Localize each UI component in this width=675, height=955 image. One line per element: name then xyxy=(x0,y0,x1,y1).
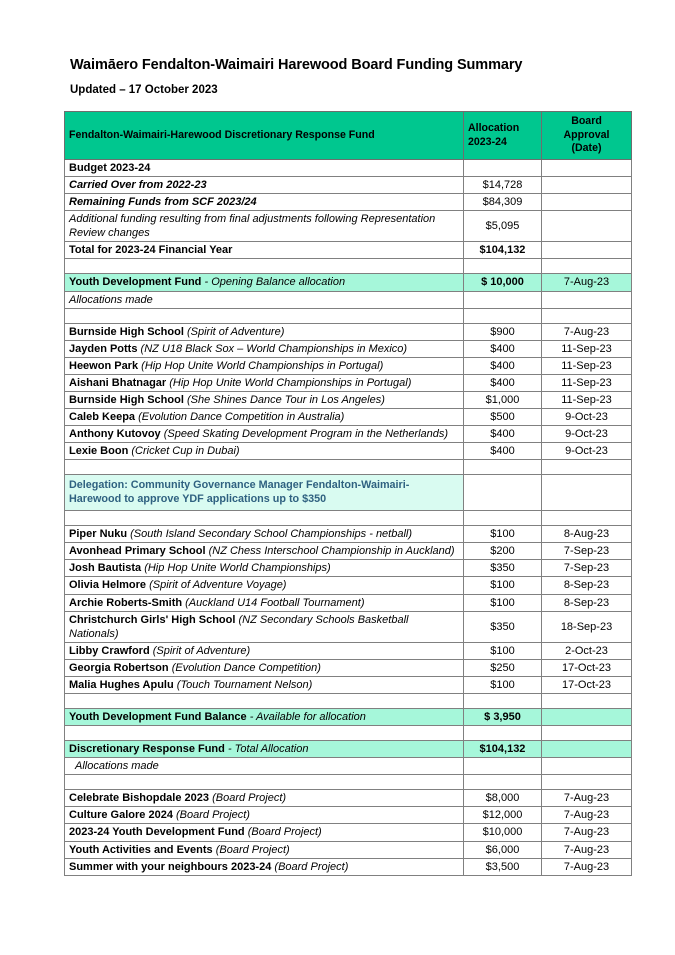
row-date: 8-Aug-23 xyxy=(542,526,632,543)
row-label: Additional funding resulting from final adjustments following Representation Review changes xyxy=(65,211,464,242)
table-body xyxy=(65,112,632,876)
row-date: 7-Aug-23 xyxy=(542,807,632,824)
recipient-detail: (Hip Hop Unite World Championships) xyxy=(144,562,331,575)
table-row xyxy=(65,340,632,357)
row-allocation: $100 xyxy=(464,594,542,611)
row-label xyxy=(65,340,464,357)
table-header-row xyxy=(65,112,632,160)
spacer-row xyxy=(65,511,632,526)
empty-cell xyxy=(542,758,632,775)
row-allocation: $12,000 xyxy=(464,807,542,824)
row-allocation: $100 xyxy=(464,642,542,659)
row-date: 18-Sep-23 xyxy=(542,611,632,642)
row-date xyxy=(542,194,632,211)
row-date: 7-Aug-23 xyxy=(542,858,632,875)
spacer-cell xyxy=(65,511,464,526)
table-row xyxy=(65,177,632,194)
spacer-row xyxy=(65,726,632,741)
row-label xyxy=(65,526,464,543)
row-date xyxy=(542,242,632,259)
recipient-name: Lexie Boon xyxy=(69,445,129,458)
table-row xyxy=(65,374,632,391)
recipient-name: Libby Crawford xyxy=(69,644,150,657)
recipient-name: Caleb Keepa xyxy=(69,411,136,424)
row-allocation: $400 xyxy=(464,443,542,460)
ydf-balance-date xyxy=(542,709,632,726)
recipient-detail: (Spirit of Adventure Voyage) xyxy=(149,579,287,592)
spacer-cell xyxy=(464,308,542,323)
row-label xyxy=(65,443,464,460)
row-date: 11-Sep-23 xyxy=(542,340,632,357)
row-label xyxy=(65,323,464,340)
spacer-row xyxy=(65,694,632,709)
row-date: 7-Sep-23 xyxy=(542,543,632,560)
table-row xyxy=(65,659,632,676)
recipient-detail: (Spirit of Adventure) xyxy=(186,325,285,338)
date-header-line2: Approval xyxy=(563,128,610,141)
project-name: Celebrate Bishopdale 2023 xyxy=(69,792,210,805)
row-label xyxy=(65,858,464,875)
row-label xyxy=(65,676,464,693)
spacer-cell xyxy=(464,775,542,790)
budget-section-title-allocation xyxy=(464,160,542,177)
empty-cell xyxy=(542,475,632,511)
row-allocation: $900 xyxy=(464,323,542,340)
recipient-name: Burnside High School xyxy=(69,393,184,406)
recipient-detail: (South Island Secondary School Championships - netball) xyxy=(130,528,413,541)
spacer-cell xyxy=(65,726,464,741)
allocation-header-line1: Allocation xyxy=(468,121,520,134)
recipient-name: Piper Nuku xyxy=(69,528,128,541)
row-allocation: $14,728 xyxy=(464,177,542,194)
recipient-detail: (NZ Secondary Schools Basketball Nationals) xyxy=(69,613,409,640)
recipient-name: Jayden Potts xyxy=(69,342,138,355)
drf-heading-date xyxy=(542,741,632,758)
project-name: Culture Galore 2024 xyxy=(69,809,173,822)
table-row xyxy=(65,611,632,642)
recipient-detail: (Speed Skating Development Program in the Netherlands) xyxy=(163,428,449,441)
drf-heading-row xyxy=(65,741,632,758)
ydf-balance-allocation: $ 3,950 xyxy=(464,709,542,726)
project-name: Summer with your neighbours 2023-24 xyxy=(69,860,272,873)
column-header-board-approval xyxy=(542,112,632,160)
row-allocation: $350 xyxy=(464,560,542,577)
ydf-heading xyxy=(65,274,464,291)
row-date: 9-Oct-23 xyxy=(542,409,632,426)
empty-cell xyxy=(464,758,542,775)
recipient-detail: (Cricket Cup in Dubai) xyxy=(131,445,240,458)
row-label xyxy=(65,543,464,560)
row-date xyxy=(542,177,632,194)
table-row xyxy=(65,594,632,611)
project-detail: (Board Project) xyxy=(215,843,290,856)
recipient-detail: (Spirit of Adventure) xyxy=(152,644,251,657)
row-allocation: $250 xyxy=(464,659,542,676)
recipient-detail: (Touch Tournament Nelson) xyxy=(176,678,313,691)
recipient-detail: (Auckland U14 Football Tournament) xyxy=(185,596,365,609)
row-allocation: $1,000 xyxy=(464,391,542,408)
drf-heading-allocation: $104,132 xyxy=(464,741,542,758)
row-label: Remaining Funds from SCF 2023/24 xyxy=(65,194,464,211)
recipient-detail: (NZ Chess Interschool Championship in Auckland) xyxy=(208,545,455,558)
spacer-cell xyxy=(65,775,464,790)
allocation-header-line2: 2023-24 xyxy=(468,135,507,148)
row-date: 8-Sep-23 xyxy=(542,577,632,594)
table-row xyxy=(65,357,632,374)
recipient-name: Malia Hughes Apulu xyxy=(69,678,174,691)
table-row xyxy=(65,642,632,659)
spacer-cell xyxy=(464,511,542,526)
recipient-name: Anthony Kutovoy xyxy=(69,428,161,441)
row-date: 9-Oct-23 xyxy=(542,426,632,443)
column-header-description: Fendalton-Waimairi-Harewood Discretionary Response Fund xyxy=(65,112,464,160)
budget-section-title-row xyxy=(65,160,632,177)
table-row xyxy=(65,323,632,340)
table-row xyxy=(65,560,632,577)
spacer-cell xyxy=(65,308,464,323)
row-date xyxy=(542,211,632,242)
ydf-heading-allocation: $ 10,000 xyxy=(464,274,542,291)
spacer-cell xyxy=(542,259,632,274)
ydf-balance-italic: - Available for allocation xyxy=(249,711,366,724)
recipient-name: Georgia Robertson xyxy=(69,661,169,674)
table-row xyxy=(65,676,632,693)
row-allocation: $100 xyxy=(464,526,542,543)
row-date: 11-Sep-23 xyxy=(542,391,632,408)
table-row xyxy=(65,391,632,408)
project-detail: (Board Project) xyxy=(247,826,322,839)
table-row xyxy=(65,543,632,560)
row-date: 11-Sep-23 xyxy=(542,374,632,391)
recipient-detail: (Hip Hop Unite World Championships in Portugal) xyxy=(141,359,384,372)
row-allocation: $10,000 xyxy=(464,824,542,841)
project-detail: (Board Project) xyxy=(212,792,287,805)
row-label xyxy=(65,807,464,824)
project-name: Youth Activities and Events xyxy=(69,843,213,856)
funding-summary-table xyxy=(64,111,632,876)
ydf-balance-label xyxy=(65,709,464,726)
recipient-name: Heewon Park xyxy=(69,359,139,372)
row-label xyxy=(65,642,464,659)
project-name: 2023-24 Youth Development Fund xyxy=(69,826,245,839)
empty-cell xyxy=(464,291,542,308)
spacer-cell xyxy=(464,259,542,274)
page-subtitle: Updated – 17 October 2023 xyxy=(70,84,218,96)
table-row xyxy=(65,242,632,259)
table-row xyxy=(65,858,632,875)
table-row xyxy=(65,211,632,242)
recipient-detail: (Hip Hop Unite World Championships in Portugal) xyxy=(169,376,412,389)
row-label xyxy=(65,560,464,577)
spacer-row xyxy=(65,775,632,790)
spacer-cell xyxy=(542,775,632,790)
project-detail: (Board Project) xyxy=(274,860,349,873)
row-date: 7-Aug-23 xyxy=(542,841,632,858)
ydf-allocations-made-row xyxy=(65,291,632,308)
spacer-row xyxy=(65,308,632,323)
spacer-cell xyxy=(542,726,632,741)
spacer-cell xyxy=(542,511,632,526)
row-allocation: $6,000 xyxy=(464,841,542,858)
drf-allocations-made-row xyxy=(65,758,632,775)
recipient-name: Burnside High School xyxy=(69,325,184,338)
row-allocation: $8,000 xyxy=(464,790,542,807)
ydf-heading-italic: - Opening Balance allocation xyxy=(204,276,346,289)
column-header-allocation xyxy=(464,112,542,160)
table-row xyxy=(65,409,632,426)
empty-cell xyxy=(464,475,542,511)
row-allocation: $104,132 xyxy=(464,242,542,259)
allocations-made-label: Allocations made xyxy=(65,291,464,308)
page-title: Waimāero Fendalton-Waimairi Harewood Board Funding Summary xyxy=(70,57,523,73)
table-row xyxy=(65,194,632,211)
ydf-heading-bold: Youth Development Fund xyxy=(69,276,202,289)
table-row xyxy=(65,841,632,858)
spacer-cell xyxy=(65,694,464,709)
row-date: 7-Aug-23 xyxy=(542,323,632,340)
row-allocation: $400 xyxy=(464,357,542,374)
recipient-name: Archie Roberts-Smith xyxy=(69,596,183,609)
recipient-name: Aishani Bhatnagar xyxy=(69,376,167,389)
row-allocation: $400 xyxy=(464,374,542,391)
row-allocation: $100 xyxy=(464,577,542,594)
spacer-cell xyxy=(464,726,542,741)
row-label xyxy=(65,357,464,374)
row-label xyxy=(65,426,464,443)
row-label xyxy=(65,841,464,858)
date-header-line1: Board xyxy=(571,115,602,128)
ydf-heading-row xyxy=(65,274,632,291)
recipient-name: Christchurch Girls' High School xyxy=(69,613,236,626)
row-label xyxy=(65,409,464,426)
row-allocation: $3,500 xyxy=(464,858,542,875)
recipient-detail: (She Shines Dance Tour in Los Angeles) xyxy=(186,393,385,406)
row-date: 7-Aug-23 xyxy=(542,824,632,841)
table-row xyxy=(65,526,632,543)
row-date: 17-Oct-23 xyxy=(542,676,632,693)
spacer-row xyxy=(65,259,632,274)
spacer-cell xyxy=(542,308,632,323)
row-label: Total for 2023-24 Financial Year xyxy=(65,242,464,259)
recipient-detail: (NZ U18 Black Sox – World Championships in Mexico) xyxy=(140,342,408,355)
row-date: 2-Oct-23 xyxy=(542,642,632,659)
row-allocation: $200 xyxy=(464,543,542,560)
drf-heading-italic: - Total Allocation xyxy=(227,743,309,756)
row-allocation: $84,309 xyxy=(464,194,542,211)
row-allocation: $400 xyxy=(464,426,542,443)
row-allocation: $5,095 xyxy=(464,211,542,242)
spacer-row xyxy=(65,460,632,475)
row-date: 11-Sep-23 xyxy=(542,357,632,374)
ydf-heading-date: 7-Aug-23 xyxy=(542,274,632,291)
date-header-line3: (Date) xyxy=(571,142,602,155)
recipient-detail: (Evolution Dance Competition in Australia) xyxy=(138,411,345,424)
row-allocation: $400 xyxy=(464,340,542,357)
row-date: 17-Oct-23 xyxy=(542,659,632,676)
row-allocation: $500 xyxy=(464,409,542,426)
table-row xyxy=(65,443,632,460)
budget-section-title: Budget 2023-24 xyxy=(65,160,464,177)
row-allocation: $100 xyxy=(464,676,542,693)
budget-section-title-date xyxy=(542,160,632,177)
spacer-cell xyxy=(65,259,464,274)
table-row xyxy=(65,577,632,594)
row-date: 9-Oct-23 xyxy=(542,443,632,460)
ydf-balance-bold: Youth Development Fund Balance xyxy=(69,711,247,724)
table-row xyxy=(65,790,632,807)
row-allocation: $350 xyxy=(464,611,542,642)
spacer-cell xyxy=(464,460,542,475)
row-label xyxy=(65,824,464,841)
delegation-note-row xyxy=(65,475,632,511)
row-date: 8-Sep-23 xyxy=(542,594,632,611)
project-detail: (Board Project) xyxy=(176,809,250,822)
recipient-name: Avonhead Primary School xyxy=(69,545,206,558)
row-label xyxy=(65,577,464,594)
row-label: Carried Over from 2022-23 xyxy=(65,177,464,194)
recipient-name: Josh Bautista xyxy=(69,562,142,575)
table-row xyxy=(65,426,632,443)
table-row xyxy=(65,824,632,841)
allocations-made-label: Allocations made xyxy=(65,758,464,775)
recipient-name: Olivia Helmore xyxy=(69,579,147,592)
row-label xyxy=(65,611,464,642)
empty-cell xyxy=(542,291,632,308)
spacer-cell xyxy=(542,694,632,709)
drf-heading xyxy=(65,741,464,758)
row-label xyxy=(65,659,464,676)
ydf-balance-row xyxy=(65,709,632,726)
row-label xyxy=(65,594,464,611)
row-label xyxy=(65,790,464,807)
row-date: 7-Sep-23 xyxy=(542,560,632,577)
row-label xyxy=(65,374,464,391)
spacer-cell xyxy=(464,694,542,709)
spacer-cell xyxy=(542,460,632,475)
recipient-detail: (Evolution Dance Competition) xyxy=(171,661,321,674)
spacer-cell xyxy=(65,460,464,475)
row-date: 7-Aug-23 xyxy=(542,790,632,807)
drf-heading-bold: Discretionary Response Fund xyxy=(69,743,225,756)
table-row xyxy=(65,807,632,824)
row-label xyxy=(65,391,464,408)
delegation-note: Delegation: Community Governance Manager Fendalton-Waimairi-Harewood to approve YDF applications up to $350 xyxy=(65,475,464,511)
